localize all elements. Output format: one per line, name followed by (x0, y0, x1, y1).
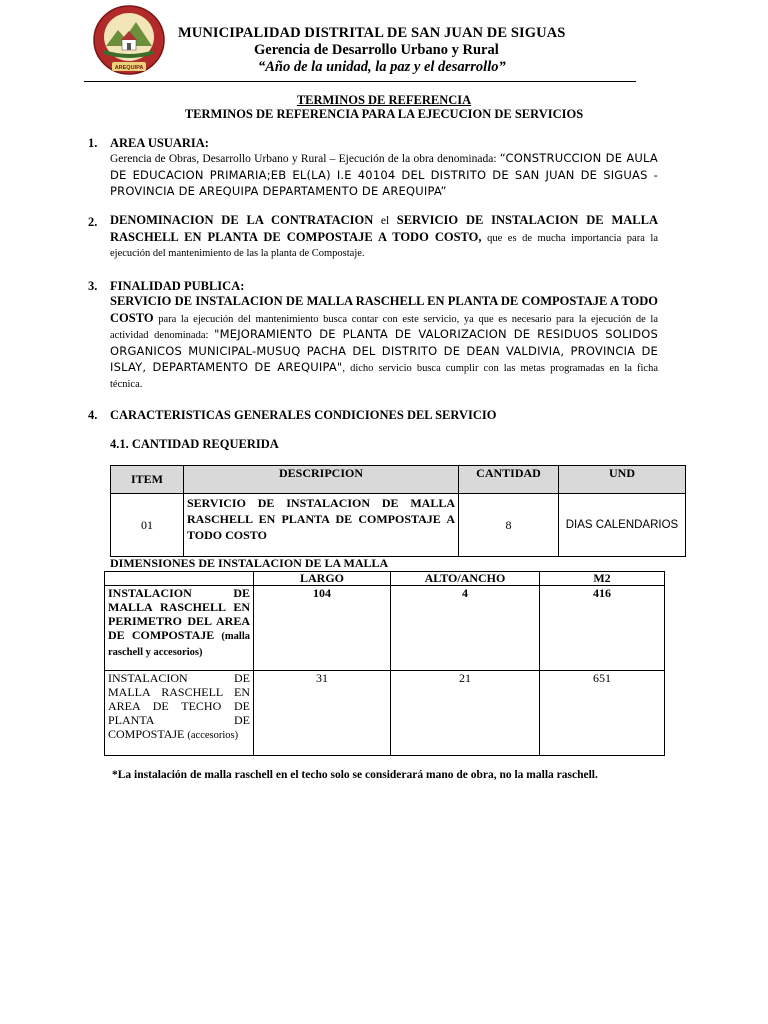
cell-unit: DIAS CALENDARIOS (559, 494, 686, 557)
col-m2-header: M2 (540, 572, 665, 586)
cell-m2: 651 (540, 671, 665, 756)
section-4-number: 4. (88, 408, 98, 422)
header-motto: “Año de la unidad, la paz y el desarrollo” (258, 59, 506, 75)
section-3-text-d: , dicho servicio busca cumplir con las metas programadas en la ficha técnica. (110, 363, 658, 390)
section-2-heading: DENOMINACION DE LA CONTRATACION (110, 213, 374, 227)
document-title: TERMINOS DE REFERENCIA (296, 93, 472, 107)
section-3-activity-name: "MEJORAMIENTO DE PLANTA DE VALORIZACION DE RESIDUOS SOLIDOS ORGANICOS MUNICIPAL-MUSUQ PACHA DEL DISTRITO DE DEAN VALDIVIA, PROVINCIA DE ISLAY, DEPARTAMENTO DE AREQUIPA" (110, 327, 659, 374)
dimensions-caption: DIMENSIONES DE INSTALACION DE LA MALLA (110, 556, 389, 570)
section-4-heading: CARACTERISTICAS GENERALES CONDICIONES DEL SERVICIO (110, 408, 497, 422)
section-3-text-b: para la ejecución del mantenimiento busca contar con este servicio, ya que es necesario para la ejecución de la actividad denominada: (110, 313, 658, 341)
cell-description-note: (accesorios) (187, 730, 239, 741)
section-1-project-name: “CONSTRUCCION DE AULA DE EDUCACION PRIMARIA;EB EL(LA) I.E 40104 DEL DISTRITO DE SAN JUAN DE SIGUAS - PROVINCIA DE AREQUIPA DEPARTAMENTO DE AREQUIPA” (110, 151, 658, 198)
section-1-text-a: Gerencia de Obras, Desarrollo Urbano y Rural – Ejecución de la obra denominada: (110, 153, 500, 165)
cell-description: SERVICIO DE INSTALACION DE MALLA RASCHELL EN PLANTA DE COMPOSTAJE A TODO COSTO (184, 494, 459, 557)
cell-alto: 4 (391, 586, 540, 671)
section-3-service-name: SERVICIO DE INSTALACION DE MALLA RASCHELL EN PLANTA DE COMPOSTAJE A TODO COSTO (110, 294, 658, 325)
section-4-1-heading: 4.1. CANTIDAD REQUERIDA (110, 437, 279, 451)
cell-item: 01 (111, 494, 184, 557)
header-subtitle: Gerencia de Desarrollo Urbano y Rural (254, 42, 499, 58)
col-unit-header: UND (559, 466, 686, 494)
col-blank-header (105, 572, 254, 586)
quantity-table-header (111, 466, 686, 494)
dimensions-table-header (105, 572, 665, 586)
col-largo-header: LARGO (254, 572, 391, 586)
section-1-number: 1. (88, 136, 98, 150)
section-2-number: 2. (88, 215, 98, 229)
col-description-header: DESCRIPCION (184, 466, 459, 494)
col-alto-header: ALTO/ANCHO (391, 572, 540, 586)
footnote: *La instalación de malla raschell en el techo solo se considerará mano de obra, no la malla raschell. (112, 769, 598, 781)
col-item-header: ITEM (111, 466, 184, 494)
cell-description-note: (malla raschell y accesorios) (108, 631, 250, 658)
table-row (111, 494, 686, 557)
cell-description (105, 671, 254, 756)
cell-description-text: INSTALACION DE MALLA RASCHELL EN PERIMETRO DEL AREA DE COMPOSTAJE (108, 586, 250, 642)
logo-bottom-text: AREQUIPA (114, 65, 144, 71)
cell-largo: 31 (254, 671, 391, 756)
col-quantity-header: CANTIDAD (459, 466, 559, 494)
cell-alto: 21 (391, 671, 540, 756)
cell-m2: 416 (540, 586, 665, 671)
section-1-heading: AREA USUARIA: (110, 136, 209, 150)
header-title: MUNICIPALIDAD DISTRITAL DE SAN JUAN DE SIGUAS (178, 25, 566, 41)
section-2-service-name: SERVICIO DE INSTALACION DE MALLA RASCHELL EN PLANTA DE COMPOSTAJE A TODO COSTO, (110, 213, 658, 244)
document-subtitle: TERMINOS DE REFERENCIA PARA LA EJECUCION DE SERVICIOS (184, 107, 584, 121)
section-3-number: 3. (88, 279, 98, 293)
section-3-heading: FINALIDAD PUBLICA: (110, 279, 245, 293)
cell-description-text: INSTALACION DE MALLA RASCHELL EN AREA DE TECHO DE PLANTA DE COMPOSTAJE (108, 671, 250, 741)
cell-largo: 104 (254, 586, 391, 671)
section-1-text (110, 151, 658, 201)
header-divider (84, 81, 636, 82)
table-row (105, 586, 665, 671)
quantity-table (110, 465, 686, 557)
section-2-text-c: que es de mucha importancia para la ejecución del mantenimiento de las la planta de Compostaje. (110, 232, 658, 259)
dimensions-table (104, 571, 665, 756)
table-row (105, 671, 665, 756)
section-2-text-a: el (373, 215, 397, 227)
cell-quantity: 8 (459, 494, 559, 557)
cell-description (105, 586, 254, 671)
municipality-seal-logo (92, 4, 166, 76)
section-2-text (110, 213, 658, 262)
section-3-text (110, 294, 658, 392)
